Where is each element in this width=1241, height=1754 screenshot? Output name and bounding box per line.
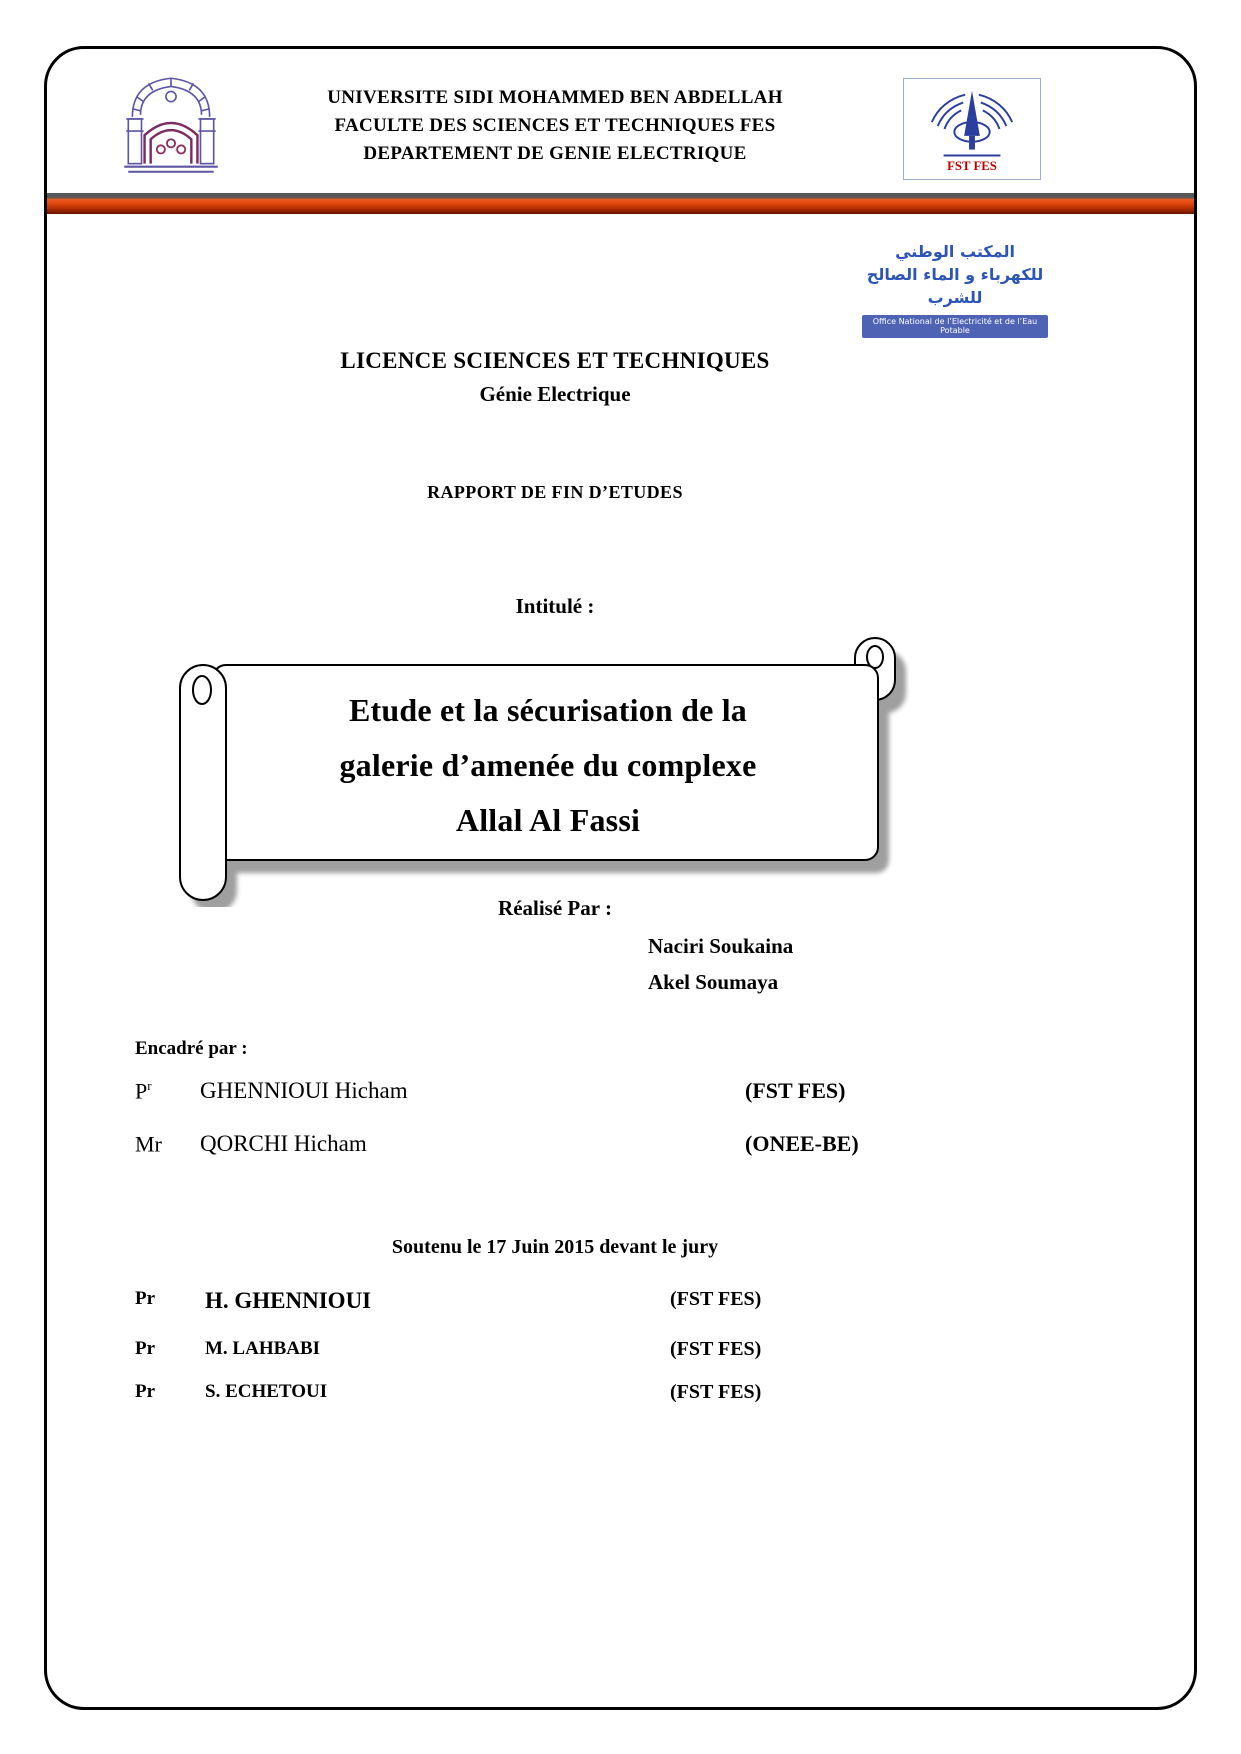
jury-member-affiliation: (FST FES) [670, 1338, 762, 1360]
jury-member-affiliation: (FST FES) [670, 1288, 762, 1310]
jury-member-name: S. ECHETOUI [205, 1381, 328, 1402]
intitule-label: Intitulé : [515, 594, 595, 618]
university-logo-icon [110, 70, 232, 178]
jury-member-title: Pr [135, 1338, 156, 1359]
report-title [230, 683, 866, 848]
advisor-title: Mr [135, 1131, 162, 1157]
report-title-line3: Allal Al Fassi [455, 802, 641, 838]
onee-arabic-text: المكتب الوطني للكهرباء و الماء الصالح للشرب [866, 242, 1044, 308]
fst-fes-logo-icon [903, 78, 1041, 180]
author-name: Akel Soumaya [648, 970, 779, 994]
faculty-name: FACULTE DES SCIENCES ET TECHNIQUES FES [334, 115, 776, 136]
institution-header [250, 84, 860, 168]
program-title: LICENCE SCIENCES ET TECHNIQUES [340, 348, 770, 373]
advisor-title-sup: r [147, 1078, 152, 1093]
university-name: UNIVERSITE SIDI MOHAMMED BEN ABDELLAH [327, 87, 783, 108]
realise-label: Réalisé Par : [498, 896, 612, 920]
encadre-label: Encadré par : [135, 1038, 248, 1059]
advisor-name: GHENNIOUI Hicham [200, 1078, 408, 1103]
onee-logo [862, 240, 1048, 338]
report-title-line1: Etude et la sécurisation de la [349, 692, 747, 728]
separator-ribbon [47, 193, 1194, 214]
advisor-affiliation: (ONEE-BE) [745, 1131, 859, 1156]
program-subtitle: Génie Electrique [479, 382, 631, 406]
jury-member-title: Pr [135, 1381, 156, 1402]
onee-caption: Office National de l’Electricité et de l’Eau Potable [862, 315, 1048, 338]
defense-heading: Soutenu le 17 Juin 2015 devant le jury [391, 1236, 719, 1258]
title-scroll-banner [168, 635, 933, 907]
jury-member-name: M. LAHBABI [205, 1338, 321, 1359]
advisor-title: $P^r$ [135, 1078, 152, 1104]
jury-member-affiliation: (FST FES) [670, 1381, 762, 1403]
fst-logo-label: FST FES [947, 159, 997, 174]
advisor-name: QORCHI Hicham [200, 1131, 367, 1156]
authors-list [648, 928, 793, 1000]
department-name: DEPARTEMENT DE GENIE ELECTRIQUE [363, 143, 747, 164]
jury-member-title: Pr [135, 1288, 156, 1309]
author-name: Naciri Soukaina [648, 934, 794, 958]
advisor-affiliation: (FST FES) [745, 1078, 846, 1103]
report-title-line2: galerie d’amenée du complexe [339, 747, 757, 783]
report-type: RAPPORT DE FIN D’ETUDES [427, 482, 683, 502]
jury-member-name: H. GHENNIOUI [205, 1288, 372, 1313]
